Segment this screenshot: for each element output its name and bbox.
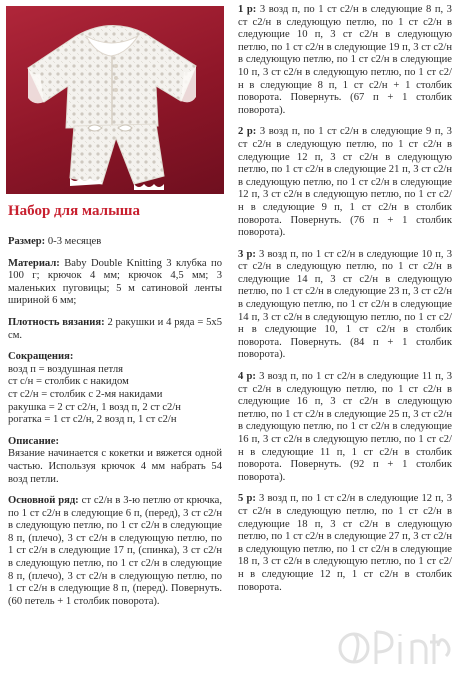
row-label: 3 р: (238, 248, 256, 260)
row-label: 5 р: (238, 493, 256, 505)
row-text: 3 возд п, по 1 ст с2/н в следующие 12 п, 3 ст с2/н в следующую петлю, по 1 ст с2/н в следующие 18 п, 3 ст с2/н в следующую петлю, по 1 ст с2/н в следующие 27 п, 3 ст с2/н в следующую петлю, по 1 ст с2/н в следующие 18 п, 3 ст с2/н в следующую петлю, по 1 ст с2/н в следующие 12 п, 1 ст с2/н в столбик поворота. (238, 493, 452, 593)
row-5 (238, 493, 452, 594)
watermark-logo (336, 612, 456, 684)
baby-set-photo (6, 6, 224, 194)
density-label: Плотность вязания: (8, 316, 105, 328)
row-label: 4 р: (238, 371, 256, 383)
row-text: 3 возд п, по 1 ст с2/н в следующие 11 п, 3 ст с2/н в следующую петлю, по 1 ст с2/н в следующие 16 п, 3 ст с2/н в следующую петлю, по 1 ст с2/н в следующие 25 п, 3 ст с2/н в следующую петлю, по 1 ст с2/н в следующие 16 п, 3 ст с2/н в следующую петлю, по 1 ст с2/н в следующие 11 п, 1 ст с2/н в столбик поворота. Повернуть. (92 п + 1 столбик поворота). (238, 371, 452, 483)
description-label: Описание: (8, 435, 60, 447)
main-row-label: Основной ряд: (8, 495, 79, 507)
material-label: Материал: (8, 257, 60, 269)
size-label: Размер: (8, 236, 46, 247)
main-row-section (8, 495, 222, 608)
pattern-title: Набор для малыша (8, 203, 140, 219)
description-section (8, 436, 222, 486)
abbreviation-item: ст с2/н = столбик с 2-мя накидами (8, 388, 163, 400)
size-section (8, 236, 222, 249)
size-value: 0-3 месяцев (47, 236, 102, 247)
row-4 (238, 371, 452, 484)
density-value: 2 ракушки и 4 ряда = 5х5 см. (8, 316, 223, 341)
main-row-value: ст с2/н в 3-ю петлю от крючка, по 1 ст с2/н в следующие 6 п, (перед), 3 ст с2/н в следующую петлю, по 1 ст с2/н в следующие 8 п, (плечо), 3 ст с2/н в следующую петлю, по 1 ст с2/н в следующие 17 п, (спинка), 3 ст с2/н в следующую петлю, по 1 ст с2/н в следующие 8 п, (плечо), 3 ст с2/н в следующую петлю, по 1 ст с2/н в следующие 8 п, (перед). Повернуть. (60 петель + 1 столбик поворота). (8, 495, 223, 607)
row-text: 3 возд п, по 1 ст с2/н в следующие 9 п, 3 ст с2/н в следующую петлю, по 1 ст с2/н в следующие 12 п, 3 ст с2/н в следующую петлю, по 1 ст с2/н в следующие 21 п, 3 ст с2/н в следующую петлю, по 1 ст с2/н в следующие 12 п, 3 ст с2/н в следующую петлю, по 1 ст с2/н в следующие 9 п, 1 ст с2/н в столбик поворота. Повернуть. (76 п + 1 столбик поворота). (238, 126, 452, 239)
row-1 (238, 4, 452, 117)
row-label: 1 р: (238, 4, 257, 15)
row-3 (238, 249, 452, 362)
abbreviations-label: Сокращения: (8, 351, 74, 363)
abbreviation-item: возд п = воздушная петля (8, 363, 124, 375)
abbreviation-item: рогатка = 1 ст с2/н, 2 возд п, 1 ст с2/н (8, 414, 177, 426)
row-label: 2 р: (238, 126, 257, 138)
material-section (8, 258, 222, 308)
row-text: 3 возд п, по 1 ст с2/н в следующие 10 п, 3 ст с2/н в следующую петлю, по 1 ст с2/н в следующие 14 п, 3 ст с2/н в следующую петлю, по 1 ст с2/н в следующие 23 п, 3 ст с2/н в следующую петлю, по 1 ст с2/н в следующие 14 п, 3 ст с2/н в следующую петлю, по 1 ст с2/н в следующие 10, 1 ст с2/н в столбик поворота. Повернуть. (84 п + 1 столбик поворота). (238, 248, 452, 361)
density-section (8, 317, 222, 342)
row-text: 3 возд п, по 1 ст с2/н в следующие 8 п, 3 ст с2/н в следующую петлю, по 1 ст с2/н в следующие 10 п, 3 ст с2/н в следующую петлю, по 1 ст с2/н в следующие 19 п, 3 ст с2/н в следующую петлю, по 1 ст с2/н в следующие 10 п, 3 ст с2/н в следующую петлю, по 1 ст с2/н в следующие 8 п, 1 ст с2/н + 1 столбик поворота. Повернуть. (67 п + 1 столбик поворота). (238, 4, 452, 116)
material-value: Baby Double Knitting 3 клубка по 100 г; крючок 4 мм; крючок 4,5 мм; 3 маленьких пуговицы; 5 м сатиновой ленты шириной 6 мм; (8, 257, 222, 307)
pattern-rows-column (238, 4, 452, 603)
pattern-info-column (8, 236, 222, 617)
abbreviation-item: ст с/н = столбик с накидом (8, 376, 129, 388)
abbreviation-item: ракушка = 2 ст с2/н, 1 возд п, 2 ст с2/н (8, 401, 181, 413)
row-2 (238, 126, 452, 239)
description-value: Вязание начинается с кокетки и вяжется одной частью. Используя крючок 4 мм набрать 54 возд петли. (8, 448, 222, 485)
abbreviations-section (8, 351, 222, 427)
knitted-set-illustration (6, 6, 224, 194)
